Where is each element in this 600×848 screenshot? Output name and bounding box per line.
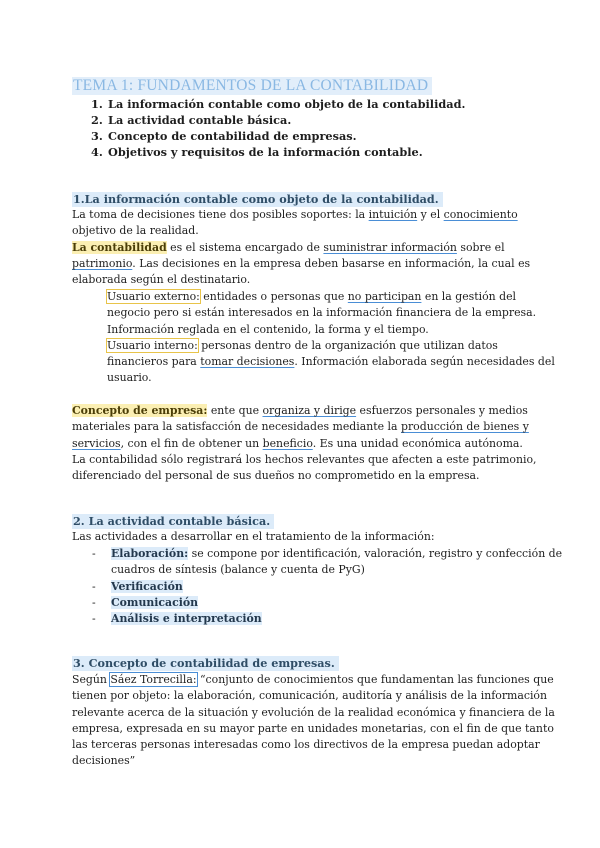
text-line: Información reglada en el contenido, la forma y el tiempo. — [107, 322, 429, 336]
section-2-intro — [72, 529, 527, 545]
text-span: , con el fin de obtener un — [120, 436, 263, 450]
dash-bullet: - — [92, 612, 96, 626]
underlined-term: patrimonio — [72, 256, 133, 270]
text-span: ente que — [207, 404, 263, 417]
text-line: elaborada según el destinatario. — [72, 273, 251, 287]
toc-number: 3. — [91, 129, 103, 143]
underlined-term: servicios — [72, 436, 121, 450]
toc-item — [91, 128, 465, 144]
toc-number: 1. — [91, 97, 103, 111]
company-concept-paragraph — [72, 403, 537, 484]
text-line: las terceras personas interesadas como los directivos de la empresa puedan adoptar — [72, 738, 540, 752]
list-item — [92, 611, 562, 627]
section-3-heading: 3. Concepto de contabilidad de empresas. — [72, 656, 339, 671]
text-span: . Es una unidad económica autónoma. — [312, 436, 523, 450]
text-span: . Las decisiones en la empresa deben basarse en información, la cual es — [132, 256, 531, 270]
text-line: Las actividades a desarrollar en el tratamiento de la información: — [72, 530, 435, 543]
text-span: se compone por identificación, valoración, registro y confección de — [188, 547, 563, 560]
text-line: objetivo de la realidad. — [72, 224, 199, 238]
text-line: negocio pero si están interesados en la información financiera de la empresa. — [107, 306, 537, 320]
underlined-term: no participan — [347, 290, 422, 303]
text-span: entidades o personas que — [199, 290, 348, 303]
toc-number: 2. — [91, 113, 103, 127]
text-span: personas dentro de la organización que utilizan datos — [197, 338, 498, 352]
toc-text: Objetivos y requisitos de la información contable. — [108, 145, 423, 159]
text-line: tienen por objeto: la elaboración, comunicación, auditoría y análisis de la información — [72, 689, 547, 703]
highlighted-term: Comunicación — [111, 595, 199, 609]
list-item — [92, 546, 562, 562]
underlined-term: intuición — [368, 208, 418, 221]
highlighted-term: Verificación — [111, 579, 183, 593]
section-2-heading: 2. La actividad contable básica. — [72, 514, 274, 529]
dash-bullet: - — [92, 595, 96, 609]
highlighted-term: La contabilidad — [72, 240, 167, 254]
dash-bullet: - — [92, 547, 96, 560]
table-of-contents — [91, 96, 465, 160]
text-line: usuario. — [107, 371, 152, 385]
text-span: sobre el — [456, 240, 505, 254]
text-span: es el sistema encargado de — [166, 240, 324, 254]
underlined-term: organiza y dirige — [262, 404, 357, 417]
text-span: La toma de decisiones tiene dos posibles soportes: la — [72, 208, 369, 221]
toc-item — [91, 96, 465, 112]
underlined-term: conocimiento — [443, 208, 518, 221]
text-line: empresa, expresada en su mayor parte en unidades monetarias, con el fin de que tanto — [72, 721, 554, 735]
highlighted-term: Concepto de empresa: — [72, 404, 208, 417]
boxed-author: Sáez Torrecilla: — [110, 673, 197, 686]
text-line: La contabilidad sólo registrará los hechos relevantes que afecten a este patrimonio, — [72, 452, 537, 466]
activities-list — [92, 546, 562, 627]
text-span: financieros para — [107, 355, 201, 369]
toc-text: La información contable como objeto de la contabilidad. — [108, 97, 466, 111]
text-span: esfuerzos personales y medios — [356, 404, 528, 417]
underlined-term: producción de bienes y — [400, 420, 529, 434]
toc-text: La actividad contable básica. — [108, 113, 292, 127]
dash-bullet: - — [92, 579, 96, 593]
text-span: “conjunto de conocimientos que fundamentan las funciones que — [196, 673, 554, 686]
text-span: y el — [417, 208, 444, 221]
text-line: decisiones” — [72, 754, 136, 768]
boxed-term: Usuario externo: — [107, 290, 200, 303]
text-span: materiales para la satisfacción de necesidades mediante la — [72, 420, 401, 434]
section-1-paragraph-1 — [72, 207, 531, 288]
highlighted-term: Elaboración: — [111, 547, 189, 560]
highlighted-term: Análisis e interpretación — [111, 612, 262, 626]
text-span: en la gestión del — [421, 290, 517, 303]
underlined-term: tomar decisiones — [200, 355, 295, 369]
toc-item — [91, 112, 465, 128]
toc-item — [91, 144, 465, 160]
list-item — [92, 595, 562, 611]
section-3-paragraph — [72, 672, 555, 770]
text-span: Según — [72, 673, 111, 686]
text-line: relevante acerca de la situación y evolución de la realidad económica y financiera de la — [72, 705, 555, 719]
underlined-term: suministrar información — [323, 240, 457, 254]
page-title: TEMA 1: FUNDAMENTOS DE LA CONTABILIDAD — [72, 77, 432, 95]
text-span: . Información elaborada según necesidades del — [294, 355, 555, 369]
boxed-term: Usuario interno: — [107, 338, 198, 352]
section-1-heading: 1.La información contable como objeto de la contabilidad. — [72, 192, 443, 207]
toc-text: Concepto de contabilidad de empresas. — [108, 129, 357, 143]
external-user-block — [107, 289, 555, 387]
text-line: diferenciado del personal de sus dueños no comprometido en la empresa. — [72, 469, 480, 483]
text-line: cuadros de síntesis (balance y cuenta de PyG) — [111, 563, 365, 577]
underlined-term: beneficio — [262, 436, 313, 450]
list-item — [92, 579, 562, 595]
toc-number: 4. — [91, 145, 103, 159]
